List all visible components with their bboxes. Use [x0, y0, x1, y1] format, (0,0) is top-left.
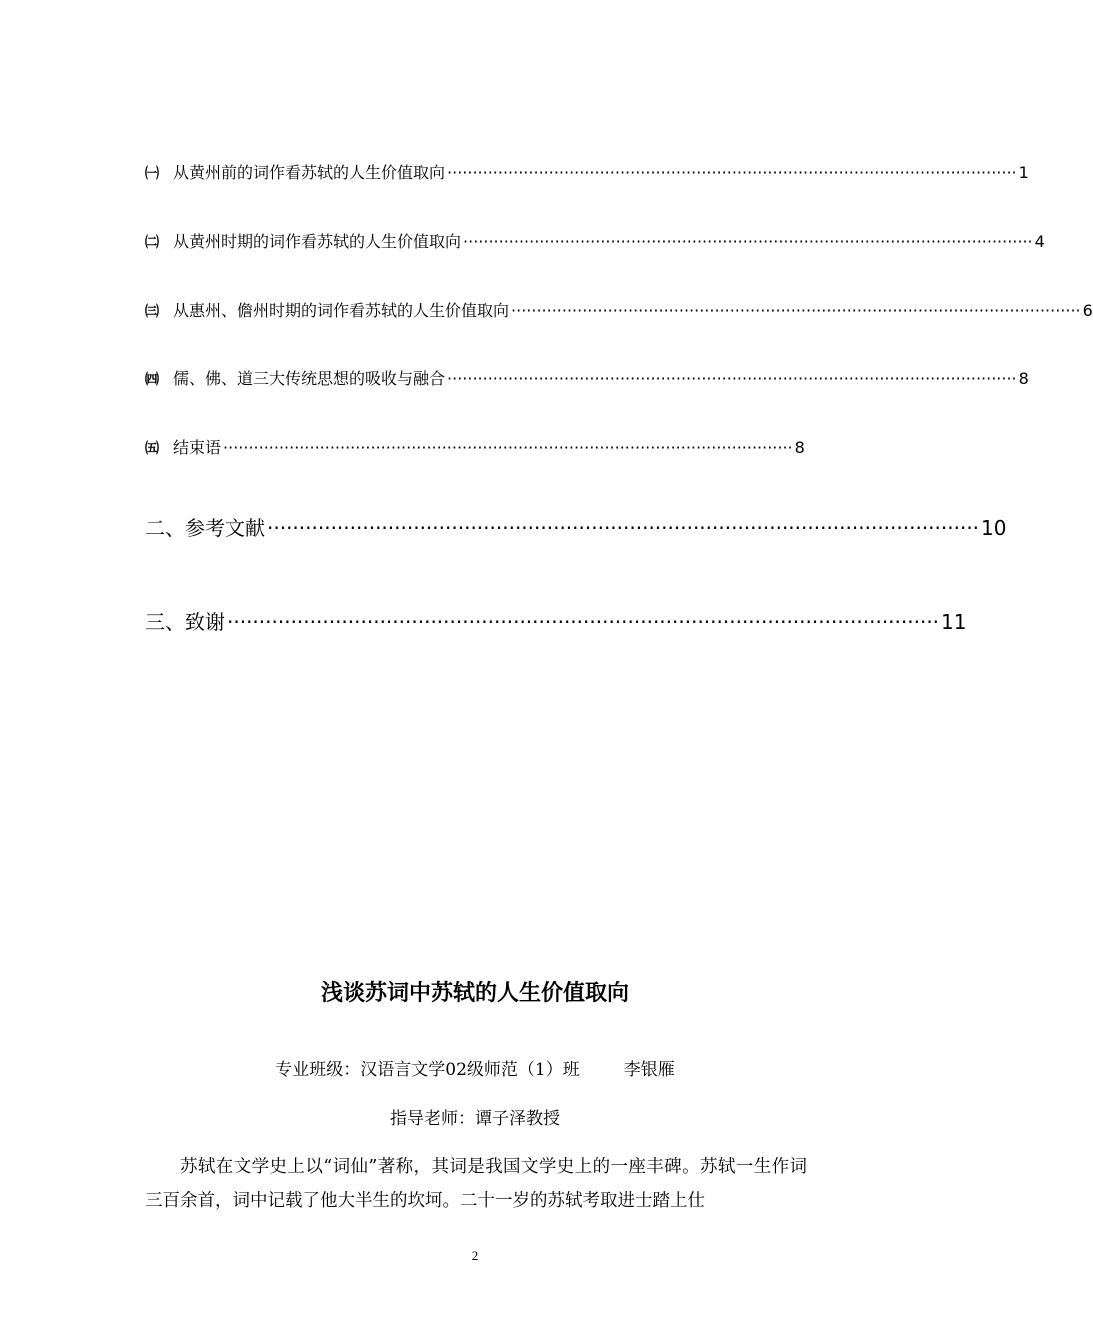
toc-entry-page: 8: [794, 438, 805, 457]
toc-entry-page: 4: [1034, 232, 1045, 251]
advisor-line: 指导老师：谭子泽教授: [390, 1109, 560, 1129]
toc-entry-title: 从黄州时期的词作看苏轼的人生价值取向: [173, 232, 462, 251]
toc-dot-leader: ················································································································: [227, 610, 940, 634]
toc-entry-title: 二、参考文献: [145, 516, 265, 540]
toc-dot-leader: ················································································································: [223, 438, 793, 457]
toc-dot-leader: ················································································································: [463, 232, 1033, 251]
toc-dot-leader: ················································································································: [511, 301, 1081, 320]
toc-entry[interactable]: [145, 298, 1093, 321]
author-name: 李银雁: [623, 1060, 675, 1080]
toc-entry-page: 11: [941, 610, 967, 634]
toc-entry-number: ㈠: [145, 166, 159, 182]
toc-dot-leader: ················································································································: [267, 516, 980, 540]
toc-entry-title: 从黄州前的词作看苏轼的人生价值取向: [173, 163, 446, 182]
toc-entry-acknowledgements[interactable]: [145, 606, 967, 635]
toc-entry-number: ㈢: [145, 304, 159, 320]
toc-entry-number: ㈤: [145, 441, 159, 457]
toc-dot-leader: ················································································································: [447, 369, 1017, 388]
article-title: 浅谈苏词中苏轼的人生价值取向: [320, 981, 629, 1006]
toc-entry[interactable]: [145, 435, 805, 458]
page-number: 2: [471, 1248, 479, 1263]
toc-entry-number: ㈣: [145, 372, 159, 388]
toc-entry-page: 1: [1018, 163, 1029, 182]
class-info: 专业班级：汉语言文学02级师范（1）班: [275, 1060, 580, 1080]
toc-entry-references[interactable]: [145, 512, 1007, 541]
toc-entry-page: 6: [1082, 301, 1093, 320]
toc-entry[interactable]: [145, 160, 1029, 183]
toc-entry[interactable]: [145, 229, 1045, 252]
class-author-line: [0, 1055, 950, 1080]
toc-entry-title: 三、致谢: [145, 610, 225, 634]
toc-entry-title: 结束语: [173, 438, 222, 457]
toc-entry-number: ㈡: [145, 235, 159, 251]
toc-entry-title: 儒、佛、道三大传统思想的吸收与融合: [173, 369, 446, 388]
toc-entry-page: 8: [1018, 369, 1029, 388]
toc-entry[interactable]: [145, 366, 1029, 389]
toc-dot-leader: ················································································································: [447, 163, 1017, 182]
body-paragraph: 苏轼在文学史上以“词仙”著称，其词是我国文学史上的一座丰碑。苏轼一生作词三百余首，词中记载了他大半生的坎坷。二十一岁的苏轼考取进士踏上仕: [145, 1157, 807, 1211]
toc-entry-title: 从惠州、儋州时期的词作看苏轼的人生价值取向: [173, 301, 510, 320]
toc-entry-page: 10: [981, 516, 1007, 540]
